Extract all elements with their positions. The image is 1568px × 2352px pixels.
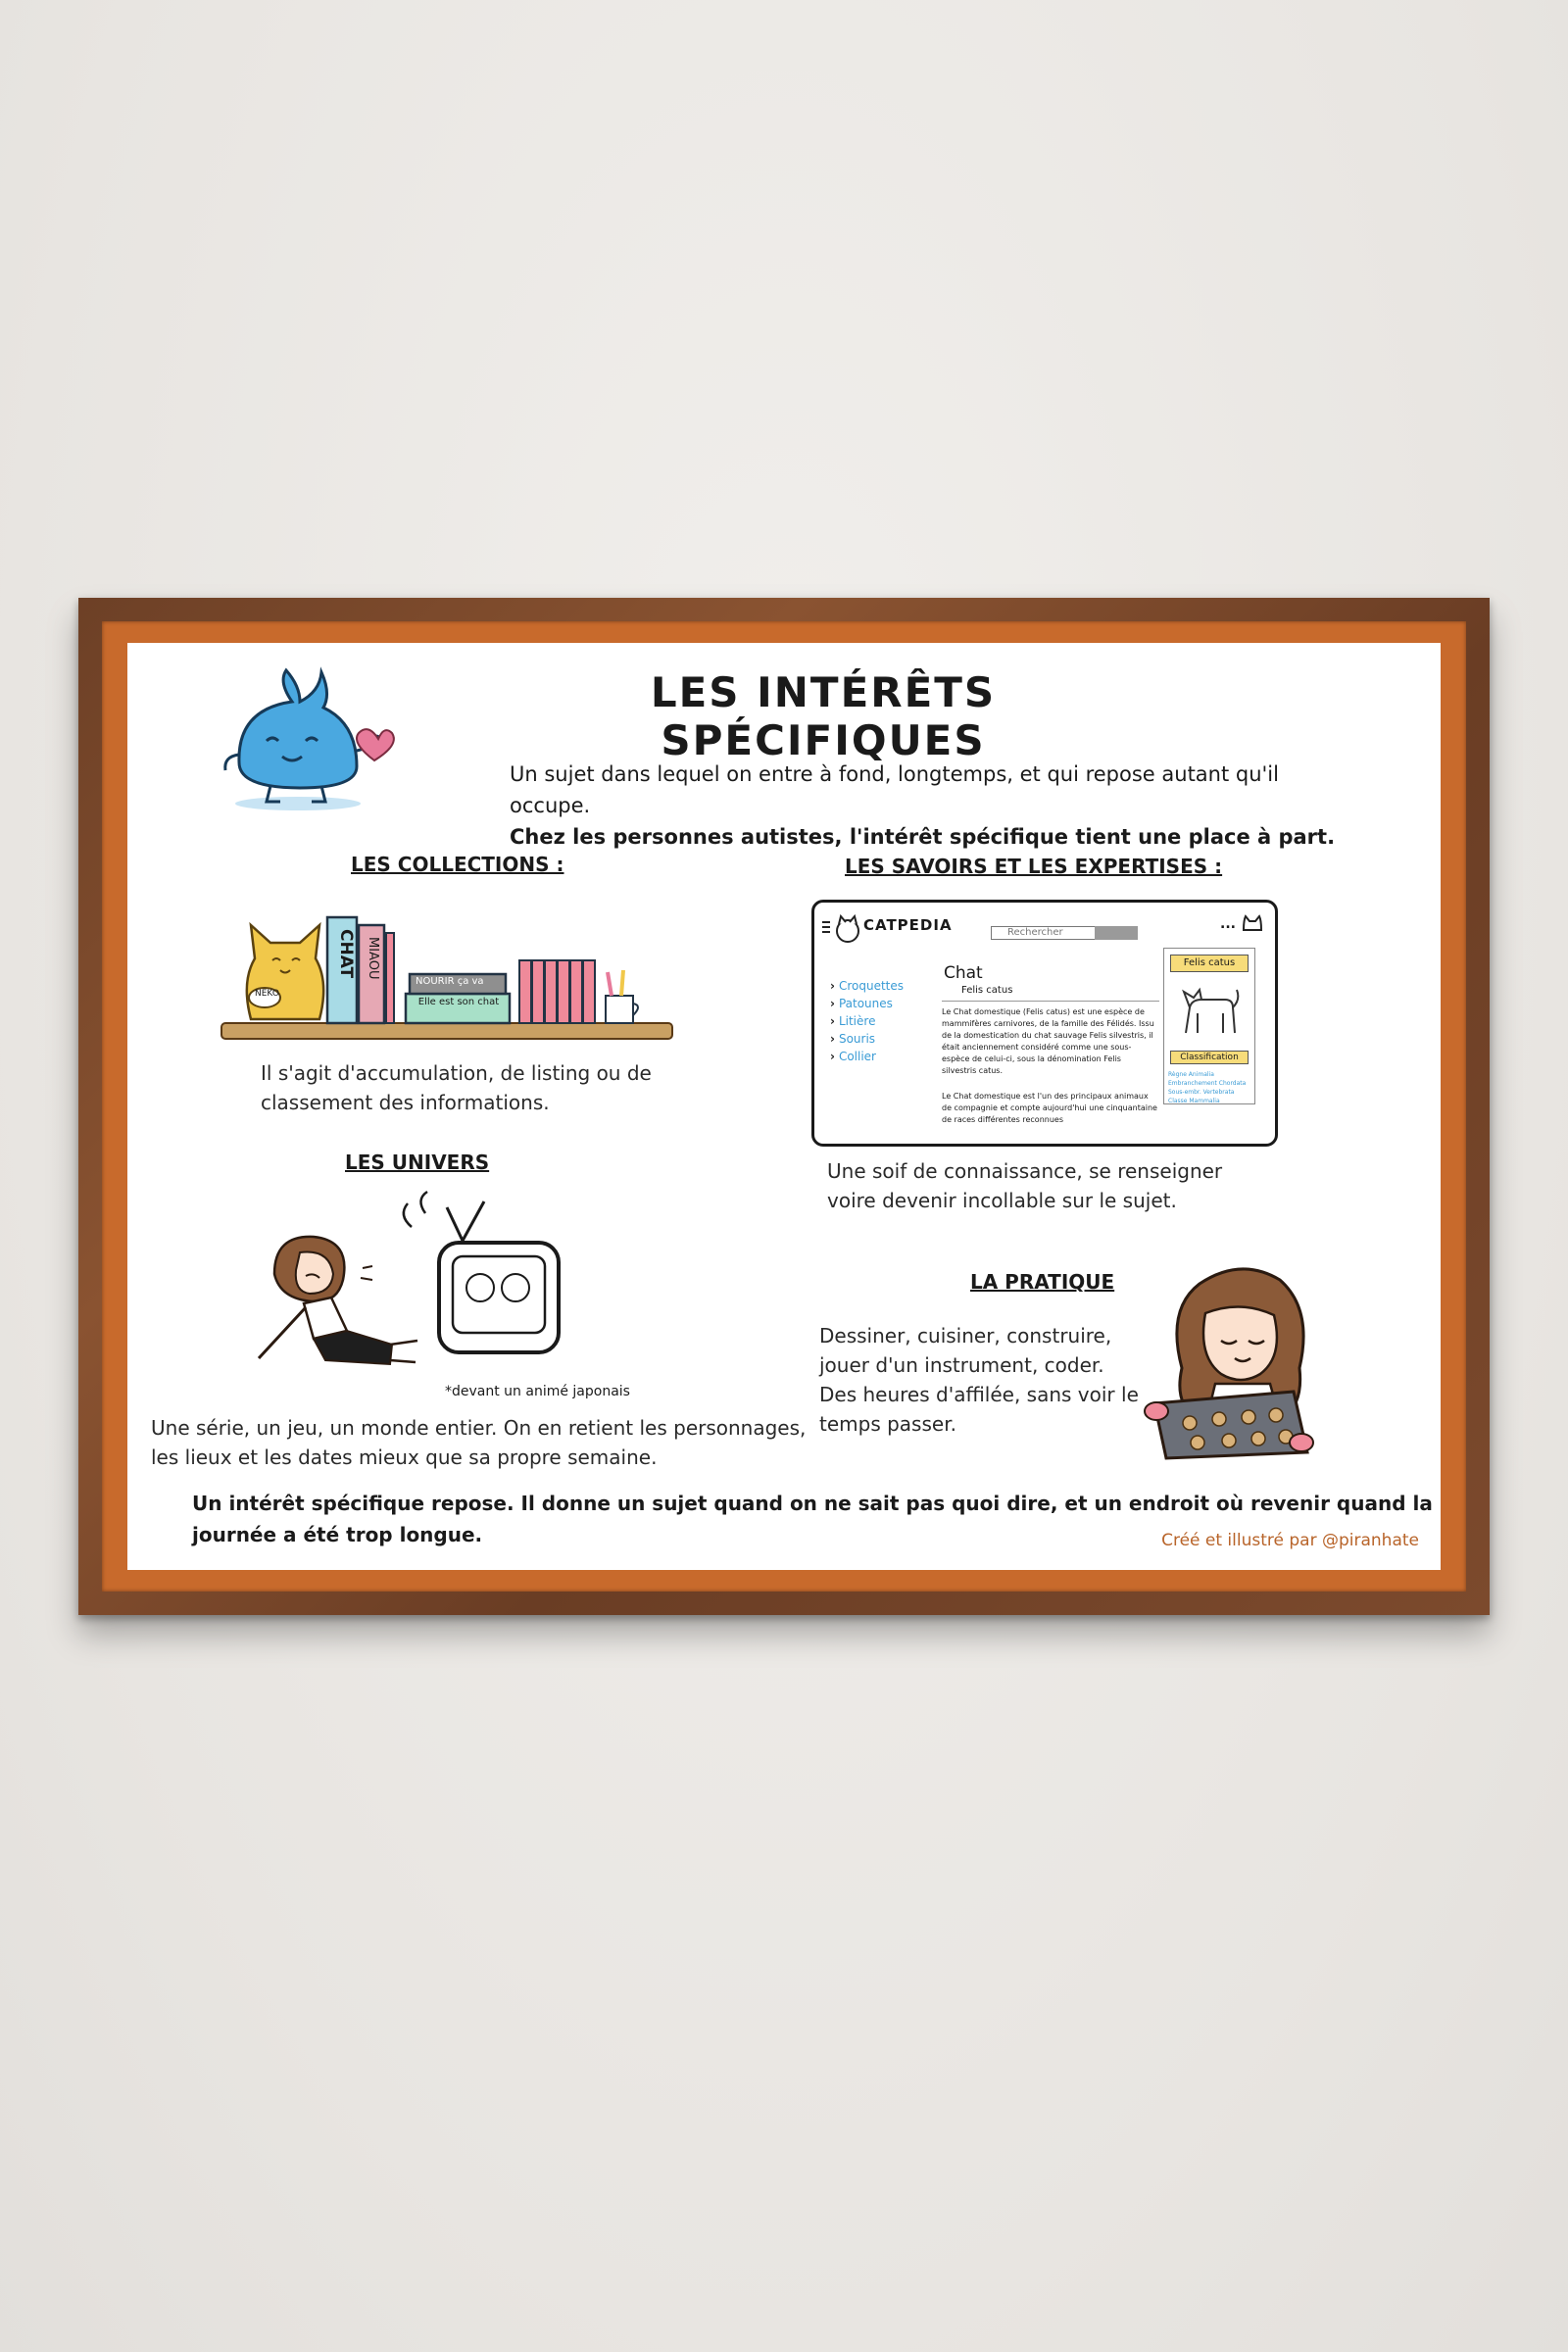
catpedia-search-button[interactable] [1095,926,1138,940]
catpedia-article-subtitle: Felis catus [961,985,1013,996]
univers-text: Une série, un jeu, un monde entier. On en retient les personnages, les lieux et les dates mieux que sa propre semaine. [151,1416,807,1469]
infobox-title: Felis catus [1170,955,1249,972]
savoirs-text: Une soif de connaissance, se renseigner voire devenir incollable sur le sujet. [827,1159,1223,1212]
catpedia-infobox [1163,948,1255,1104]
poster-frame [78,598,1490,1615]
catpedia-window [811,900,1278,1147]
catpedia-article-title: Chat [944,963,983,983]
cat-drawing-icon [1176,978,1245,1045]
intro-line-1: Un sujet dans lequel on entre à fond, longtemps, et qui repose autant qu'il occupe. [510,762,1279,817]
catpedia-brand: CATPEDIA [863,916,953,934]
catpedia-nav-item[interactable]: › Collier [830,1048,904,1065]
pratique-heading: LA PRATIQUE [970,1270,1115,1294]
catpedia-nav-item[interactable]: › Croquettes [830,977,904,995]
mascot-illustration [210,664,406,811]
book-label-elle: Elle est son chat [417,997,500,1007]
catpedia-nav [830,977,904,1065]
univers-heading: LES UNIVERS [345,1151,490,1174]
taxonomy-row: Embranchement Chordata [1168,1080,1247,1087]
savoirs-heading: LES SAVOIRS ET LES EXPERTISES : [845,855,1223,878]
catpedia-nav-item[interactable]: › Souris [830,1030,904,1048]
catpedia-divider [942,1001,1159,1002]
poster-title: LES INTÉRÊTS SPÉCIFIQUES [650,668,997,764]
collections-heading: LES COLLECTIONS : [351,853,564,876]
poster-mat [102,621,1466,1592]
poster-paper [127,643,1441,1570]
girl-baking-illustration [1147,1250,1333,1466]
taxonomy-row: Classe Mammalia [1168,1098,1220,1104]
taxonomy-row: Règne Animalia [1168,1071,1214,1078]
catpedia-nav-item[interactable]: › Litière [830,1012,904,1030]
taxonomy-row: Sous-embr. Vertebrata [1168,1089,1235,1096]
univers-note: *devant un animé japonais [445,1384,630,1399]
book-label-chat: CHAT [336,929,356,979]
collections-text: Il s'agit d'accumulation, de listing ou de classement des informations. [261,1061,652,1114]
catpedia-nav-item[interactable]: › Patounes [830,995,904,1012]
book-label-miaou: MIAOU [366,937,380,980]
catpedia-paragraph-2: Le Chat domestique est l'un des principaux animaux de compagnie et compte aujourd'hui une cinquantaine de races différentes reconnues [942,1092,1157,1124]
catpedia-search-input[interactable]: Rechercher [991,926,1138,940]
infobox-taxonomy [1168,1070,1254,1105]
intro-line-2: Chez les personnes autistes, l'intérêt spécifique tient une place à part. [510,825,1336,849]
book-label-nourir: NOURIR ça va [416,976,484,987]
pratique-text: Dessiner, cuisiner, construire, jouer d'un instrument, coder. Des heures d'affilée, sans voir le temps passer. [819,1324,1139,1436]
catpedia-paragraph-1: Le Chat domestique (Felis catus) est une espèce de mammifères carnivores, de la famille des Félidés. Issu de la domestication du chat sauvage Felis silvestris, il était anciennement considéré comme une sous-espèce de celui-ci, sous la dénomination Felis silvestris catus. [942,1007,1154,1075]
conclusion-text: Un intérêt spécifique repose. Il donne un sujet quand on ne sait pas quoi dire, et un endroit où revenir quand la journée a été trop longue. [192,1492,1433,1546]
intro-text [510,759,1352,853]
book-label-neko: NEKO [255,989,279,999]
girl-watching-tv-illustration [245,1192,627,1388]
catpedia-menu-icon[interactable]: ... [1220,916,1236,932]
catpedia-logo-icon [820,914,863,944]
infobox-classification: Classification [1170,1051,1249,1064]
credit-text: Créé et illustré par @piranhate [1161,1531,1419,1550]
catpedia-cat-icon [1242,914,1263,932]
